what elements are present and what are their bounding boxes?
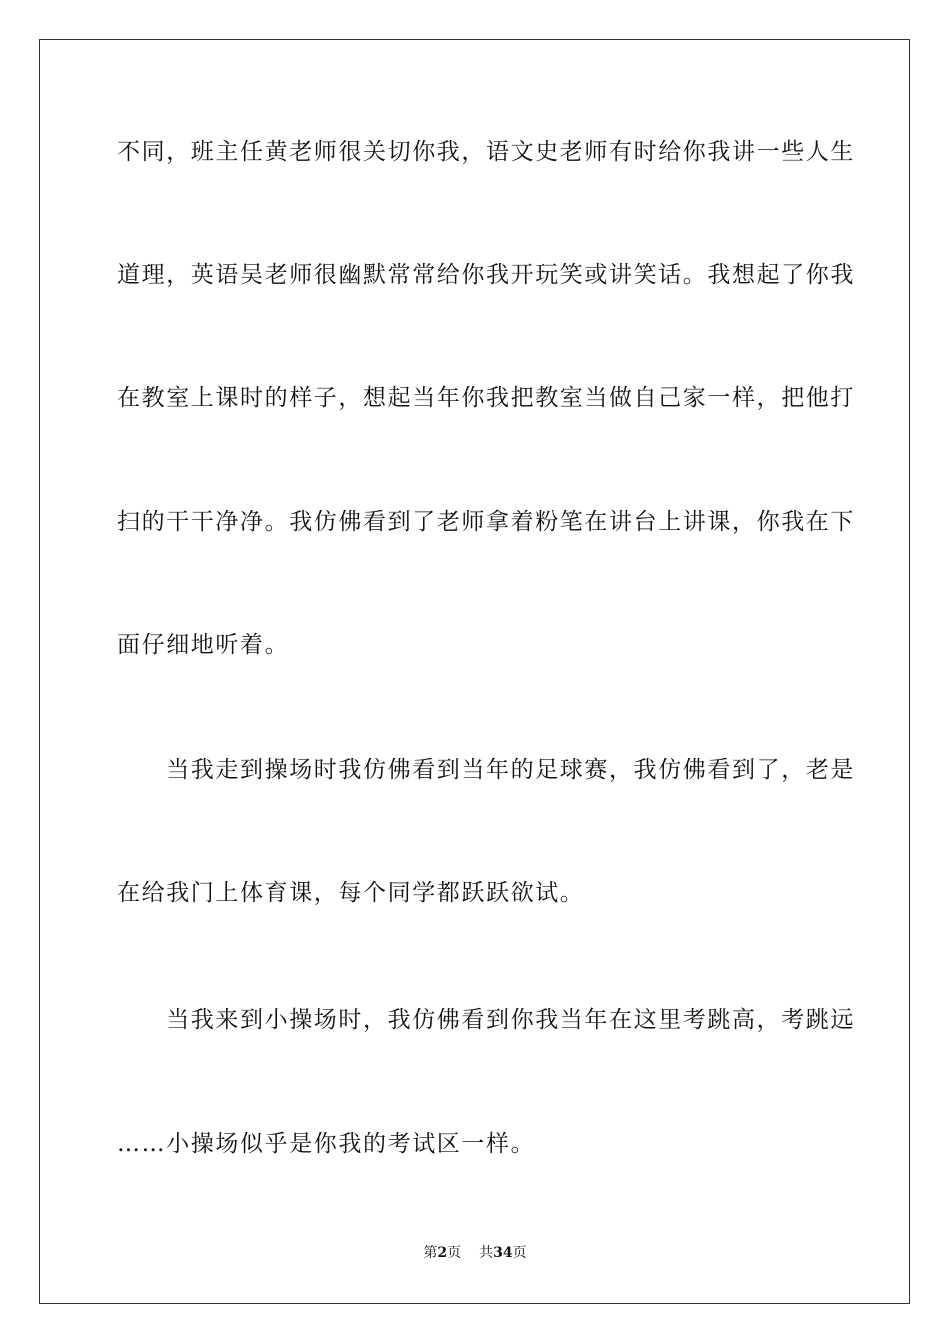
paragraph-line-4: 扫的干干净净。我仿佛看到了老师拿着粉笔在讲台上讲课，你我在下 xyxy=(117,509,855,535)
total-suffix: 页 xyxy=(512,1245,527,1261)
page-footer xyxy=(0,1244,950,1262)
paragraph-line-7: 在给我门上体育课，每个同学都跃跃欲试。 xyxy=(117,880,585,906)
page-suffix: 页 xyxy=(447,1245,462,1261)
total-prefix: 共 xyxy=(479,1245,494,1261)
paragraph-line-3: 在教室上课时的样子，想起当年你我把教室当做自己家一样，把他打 xyxy=(117,385,855,411)
paragraph-line-8: 当我来到小操场时，我仿佛看到你我当年在这里考跳高，考跳远 xyxy=(117,1007,855,1033)
page-prefix: 第 xyxy=(423,1245,438,1261)
paragraph-line-9: ……小操场似乎是你我的考试区一样。 xyxy=(117,1131,536,1157)
page-number: 2 xyxy=(437,1245,448,1261)
paragraph-line-6: 当我走到操场时我仿佛看到当年的足球赛，我仿佛看到了，老是 xyxy=(117,757,855,783)
paragraph-line-1: 不同，班主任黄老师很关切你我，语文史老师有时给你我讲一些人生 xyxy=(117,139,855,165)
page-frame xyxy=(39,39,910,1304)
total-pages: 34 xyxy=(493,1245,513,1261)
paragraph-line-2: 道理，英语吴老师很幽默常常给你我开玩笑或讲笑话。我想起了你我 xyxy=(117,262,855,288)
paragraph-line-5: 面仔细地听着。 xyxy=(117,632,290,658)
